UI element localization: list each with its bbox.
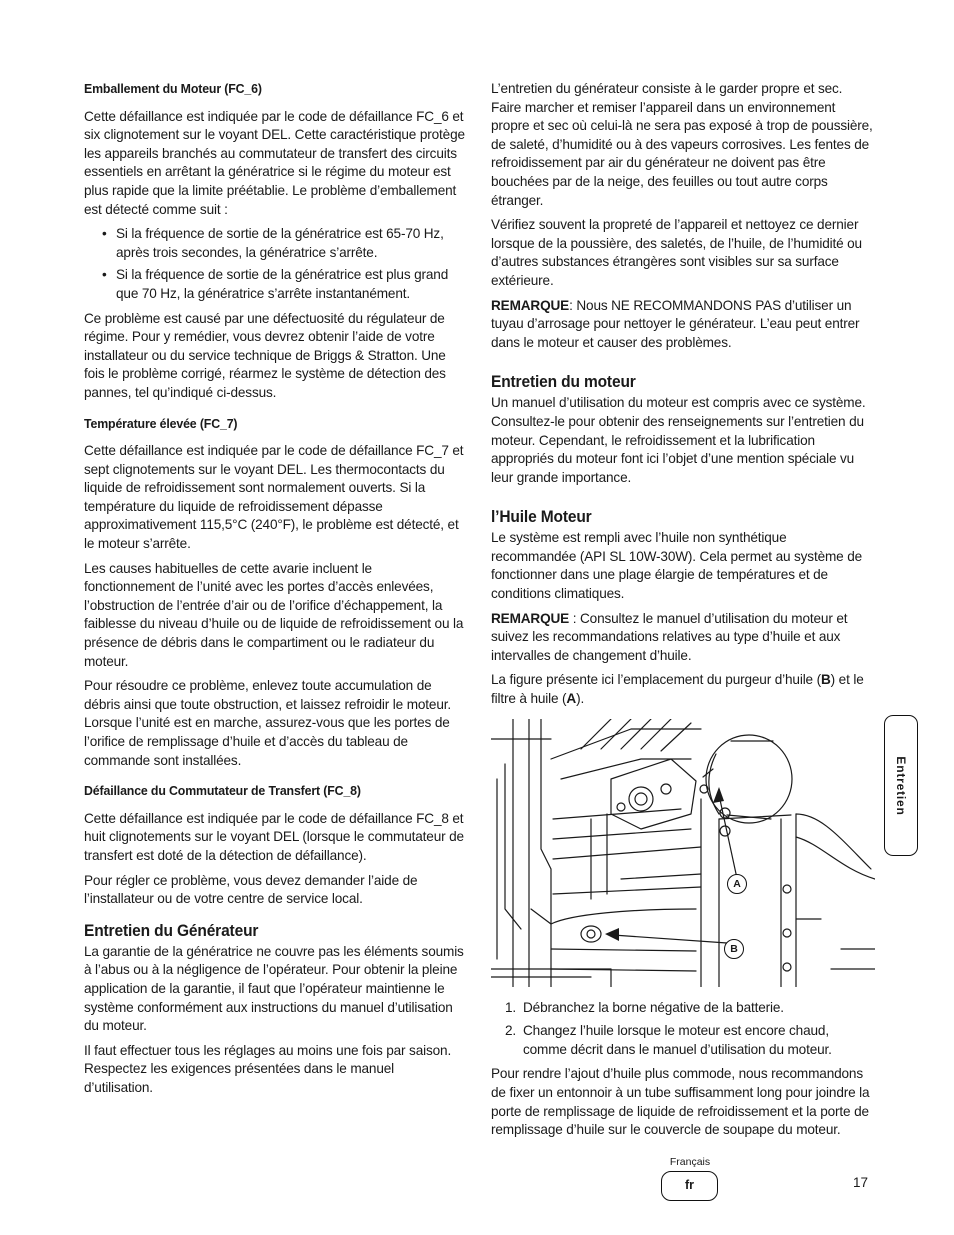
remark-label: REMARQUE xyxy=(491,297,570,313)
callout-b: B xyxy=(724,939,744,959)
side-tab-label: Entretien xyxy=(894,755,908,816)
remark-text: : Consultez le manuel d’utilisation du moteur et suivez les recommandations relatives au type d’huile et aux intervalles de changement d’huile. xyxy=(491,610,848,663)
fc6-paragraph-2: Ce problème est causé par une défectuosité du régulateur de régime. Pour y remédier, vous devrez obtenir l’aide de votre installateur ou du service technique de Briggs & Stratton. Une fois le problème corrigé, réarmez le système de détection des pannes, tel qu’indiqué ci-dessus. xyxy=(84,310,446,400)
right-column xyxy=(491,80,874,1146)
fc8-paragraph-2: Pour régler ce problème, vous devez demander l’aide de l’installateur ou de votre centre de service local. xyxy=(84,872,418,907)
fc6-paragraph-1: Cette défaillance est indiquée par le code de défaillance FC_6 et six clignotement sur le voyant DEL. Cette caractéristique protège les appareils branchés au commutateur de transfert des circuits essentiels en arrêtant la génératrice si le régime du moteur est plus rapide que la limite préétablie. Le problème d’emballement est détecté comme suit : xyxy=(84,108,465,217)
list-item: • Si la fréquence de sortie de la génératrice est 65-70 Hz, après trois secondes, la génératrice s’arrête. xyxy=(84,225,466,262)
list-item: 2. Changez l’huile lorsque le moteur est encore chaud, comme décrit dans le manuel d’utilisation du moteur. xyxy=(505,1023,832,1057)
oil-filter-ref: A xyxy=(566,691,577,707)
language-code-badge: fr xyxy=(661,1171,718,1201)
intro-remark xyxy=(491,297,874,353)
left-column xyxy=(84,80,466,1104)
page-number: 17 xyxy=(853,1175,869,1190)
engine-maintenance-heading: Entretien du moteur xyxy=(491,373,636,392)
fc7-paragraph-2: Les causes habituelles de cette avarie incluent le fonctionnement de l’unité avec les portes d’accès enlevées, l’obstruction de l’entrée d’air ou de l’orifice d’échappement, la faiblesse du niveau d’huile ou de liquide de refroidissement ou la présence de débris dans le compartiment ou le radiateur du moteur. xyxy=(84,560,464,669)
engine-oil-paragraph-1: Le système est rempli avec l’huile non synthétique recommandée (API SL 10W-30W). Cela permet au système de fonctionner dans une plage élargie de températures et de conditions climatiques. xyxy=(491,530,863,602)
remark-text: : Nous NE RECOMMANDONS PAS d’utiliser un tuyau d’arrosage pour nettoyer le générateur. L’eau peut entrer dans le moteur et causer des problèmes. xyxy=(491,297,860,350)
engine-maintenance-paragraph: Un manuel d’utilisation du moteur est compris avec ce système. Consultez-le pour obtenir des renseignements sur l’entretien du moteur. Cependant, le refroidissement et la lubrification appropriés du moteur font ici l’objet d’une mention spéciale vu leur grande importance. xyxy=(491,395,866,485)
generator-maintenance-paragraph-2: Il faut effectuer tous les réglages au moins une fois par saison. Respectez les exigences présentées dans le manuel d’utilisation. xyxy=(84,1042,452,1095)
list-item: • Si la fréquence de sortie de la génératrice est plus grand que 70 Hz, la génératrice s’arrête instantanément. xyxy=(84,266,466,303)
drain-plug-ref: B xyxy=(820,672,831,688)
fc7-paragraph-1: Cette défaillance est indiquée par le code de défaillance FC_7 et sept clignotements sur le voyant DEL. Les thermocontacts du liquide de refroidissement sont normalement ouverts. Si la température du liquide de refroidissement dépasse approximativement 115,5°C (240°F), le problème est détecté, et le moteur s’arrête. xyxy=(84,443,464,552)
engine-oil-figure xyxy=(491,719,875,987)
generator-maintenance-paragraph-1: La garantie de la génératrice ne couvre pas les éléments soumis à l’abus ou à la négligence de l’opérateur. Pour obtenir la pleine application de la garantie, il faut que l’opérateur maintienne le système conformément aux instructions du manuel d’utilisation du moteur. xyxy=(84,943,464,1034)
fc6-bullet-list xyxy=(84,225,466,303)
section-side-tab xyxy=(884,715,918,856)
list-item: 1. Débranchez la borne négative de la batterie. xyxy=(505,999,784,1015)
engine-oil-remark xyxy=(491,610,874,666)
oil-funnel-paragraph: Pour rendre l’ajout d’huile plus commode, nous recommandons de fixer un entonnoir à un tube suffisamment long pour joindre la porte de remplissage de liquide de refroidissement et la porte de remplissage d’huile sur le couvercle de soupape du moteur. xyxy=(491,1066,870,1138)
intro-paragraph-1: L’entretien du générateur consiste à le garder propre et sec. Faire marcher et remiser l’appareil dans un environnement propre et sec où celui-là ne sera pas exposé à trop de poussière, de saleté, d’humidité ou à des vapeurs corrosives. Les fentes de refroidissement par air du générateur ne doivent pas être bouchées par de la neige, des feuilles ou tout autre corps étranger. xyxy=(491,81,873,208)
figure-caption-text: La figure présente ici l’emplacement du purgeur d’huile (B) et le filtre à huile (A). xyxy=(491,672,864,707)
fc6-heading: Emballement du Moteur (FC_6) xyxy=(84,81,262,96)
generator-maintenance-heading: Entretien du Générateur xyxy=(84,921,259,940)
fc8-heading: Défaillance du Commutateur de Transfert (FC_8) xyxy=(84,783,361,799)
fc7-heading: Température élevée (FC_7) xyxy=(84,415,238,431)
callout-a: A xyxy=(727,874,747,894)
engine-illustration xyxy=(491,719,875,987)
intro-paragraph-2: Vérifiez souvent la propreté de l’appareil et nettoyez ce dernier lorsque de la poussière, des saletés, de l’huile, de l’humidité ou d’autres substances étrangères sont visibles sur sa surface extérieure. xyxy=(491,217,862,288)
fc7-paragraph-3: Pour résoudre ce problème, enlevez toute accumulation de débris ainsi que toute obstruction, et laissez refroidir le moteur. Lorsque l’unité est en marche, assurez-vous que les portes de l’orifice de remplissage d’huile et d’accès du tableau de commande sont installées. xyxy=(84,678,451,768)
oil-change-steps xyxy=(491,999,874,1060)
engine-oil-heading: l’Huile Moteur xyxy=(491,508,592,527)
language-label: Français xyxy=(669,1156,711,1168)
fc8-paragraph-1: Cette défaillance est indiquée par le code de défaillance FC_8 et huit clignotements sur le voyant DEL (lorsque le commutateur de transfert est doté de la détection de défaillance). xyxy=(84,810,464,863)
remark-label: REMARQUE xyxy=(491,610,570,626)
